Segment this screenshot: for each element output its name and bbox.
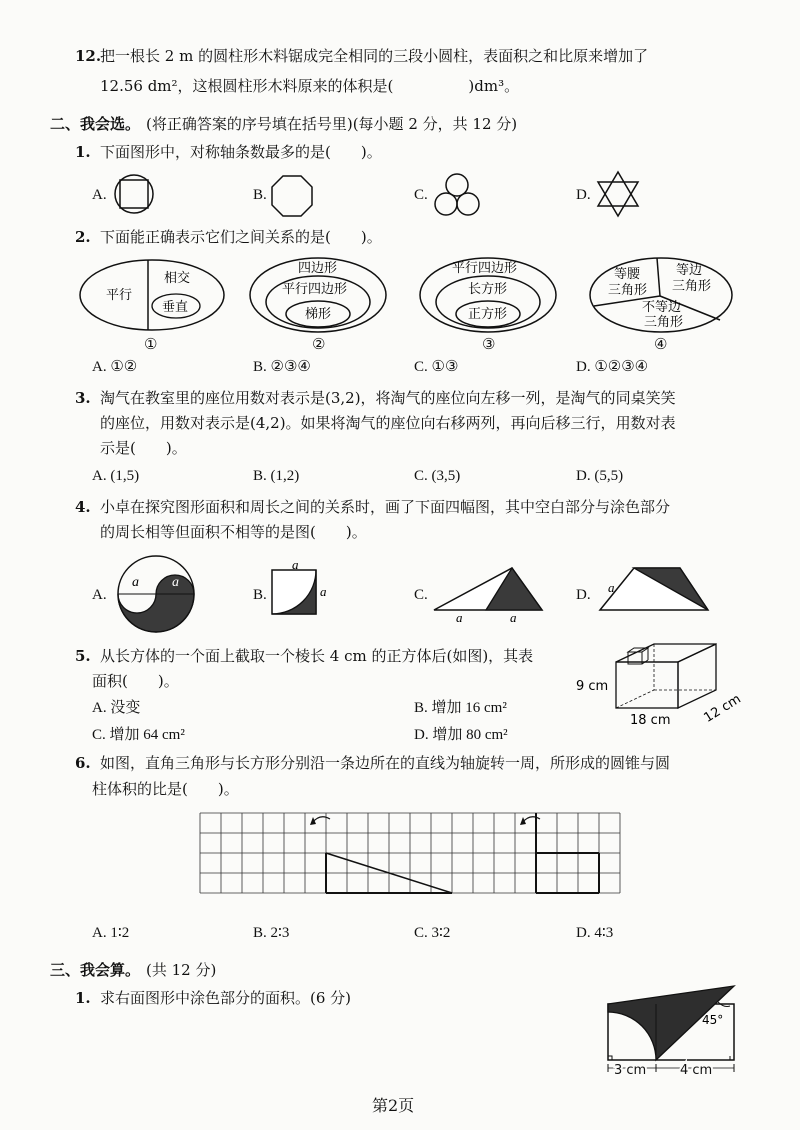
- q5-cuboid-figure: [576, 640, 746, 726]
- q5-option-c[interactable]: C. 增加 64 cm²: [92, 727, 185, 743]
- q3-option-a[interactable]: A. (1,5): [92, 468, 140, 484]
- d3-inner-label: 正方形: [468, 307, 508, 322]
- q5-option-a[interactable]: A. 没变: [92, 700, 141, 716]
- q5-height-label: 9 cm: [576, 679, 609, 694]
- q6-grid-figure: [200, 805, 620, 915]
- q4-option-d[interactable]: D.: [576, 587, 591, 603]
- angle-label: 45°: [702, 1013, 724, 1027]
- q5-line1: 从长方体的一个面上截取一个棱长 4 cm 的正方体后(如图)，其表: [100, 647, 534, 665]
- q5-width-label: 12 cm: [701, 691, 744, 726]
- q2-option-c[interactable]: C. ①③: [414, 359, 459, 375]
- q12-number: 12.: [75, 47, 102, 65]
- q4-option-a[interactable]: A.: [92, 587, 107, 603]
- q4-a-label-2: a: [172, 575, 179, 590]
- q12-line2: 12.56 dm²，这根圆柱形木料原来的体积是( )dm³。: [100, 77, 520, 95]
- q3-1-number: 1.: [75, 989, 91, 1007]
- q2-option-d[interactable]: D. ①②③④: [576, 359, 649, 375]
- q6-option-b[interactable]: B. 2∶3: [253, 925, 290, 941]
- d4-scalene-1: 不等边: [642, 300, 682, 315]
- square-in-circle-figure: [112, 172, 156, 216]
- q4-option-b[interactable]: B.: [253, 587, 267, 603]
- q1-option-b[interactable]: B.: [253, 187, 267, 203]
- q4-figure-c: [432, 564, 544, 624]
- hexagram-figure: [596, 170, 640, 218]
- q3-option-d[interactable]: D. (5,5): [576, 468, 624, 484]
- q4-number: 4.: [75, 498, 91, 516]
- q6-line1: 如图，直角三角形与长方形分别沿一条边所在的直线为轴旋转一周，所形成的圆锥与圆: [100, 754, 671, 772]
- q1-option-a[interactable]: A.: [92, 187, 107, 203]
- d3-mid-label: 长方形: [468, 282, 508, 297]
- d3-mark: ③: [482, 335, 496, 353]
- q5-option-b[interactable]: B. 增加 16 cm²: [414, 700, 507, 716]
- shaded-area-figure: [600, 978, 740, 1078]
- q5-number: 5.: [75, 647, 91, 665]
- q4-line2: 的周长相等但面积不相等的是图( )。: [100, 523, 367, 541]
- q3-line3: 示是( )。: [100, 439, 187, 457]
- q4-line1: 小卓在探究图形面积和周长之间的关系时，画了下面四幅图，其中空白部分与涂色部分: [100, 498, 671, 516]
- section2-title: 二、我会选。: [50, 115, 141, 133]
- section3-title: 三、我会算。: [50, 961, 141, 979]
- three-circles-figure: [432, 172, 482, 218]
- q6-number: 6.: [75, 754, 91, 772]
- d2-mark: ②: [312, 335, 326, 353]
- d4-mark: ④: [654, 335, 668, 353]
- q2-diagram-3: [418, 256, 558, 334]
- d2-mid-label: 平行四边形: [282, 282, 348, 297]
- q3-number: 3.: [75, 389, 91, 407]
- q2-option-b[interactable]: B. ②③④: [253, 359, 311, 375]
- q4-a-label-1: a: [132, 575, 139, 590]
- q1-option-c[interactable]: C.: [414, 187, 428, 203]
- q6-option-c[interactable]: C. 3∶2: [414, 925, 451, 941]
- q2-diagram-4: [588, 256, 734, 334]
- q1-text: 下面图形中，对称轴条数最多的是( )。: [100, 143, 382, 161]
- d3-outer-label: 平行四边形: [452, 261, 518, 276]
- q5-length-label: 18 cm: [630, 713, 671, 728]
- q4-c-label-1: a: [456, 610, 463, 625]
- q4-c-label-2: a: [510, 610, 517, 625]
- q6-line2: 柱体积的比是( )。: [92, 780, 239, 798]
- q2-diagram-2: [248, 256, 388, 334]
- q1-option-d[interactable]: D.: [576, 187, 591, 203]
- q1-number: 1.: [75, 143, 91, 161]
- d1-mark: ①: [144, 335, 158, 353]
- q12-line1: 把一根长 2 m 的圆柱形木料锯成完全相同的三段小圆柱，表面积之和比原来增加了: [100, 47, 649, 65]
- q4-figure-d: [596, 564, 712, 616]
- d4-equilateral-1: 等边: [676, 263, 703, 278]
- section3-note: (共 12 分): [146, 961, 217, 979]
- q2-option-a[interactable]: A. ①②: [92, 359, 138, 375]
- q4-d-label: a: [608, 580, 615, 595]
- d4-isosceles-1: 等腰: [614, 267, 641, 282]
- d2-outer-label: 四边形: [298, 261, 338, 276]
- q2-text: 下面能正确表示它们之间关系的是( )。: [100, 228, 382, 246]
- q2-number: 2.: [75, 228, 91, 246]
- d4-isosceles-2: 三角形: [608, 283, 648, 298]
- q3-line2: 的座位，用数对表示是(4,2)。如果将淘气的座位向右移两列，再向后移三行，用数对表: [100, 414, 676, 432]
- q3-1-text: 求右面图形中涂色部分的面积。(6 分): [100, 989, 352, 1007]
- q4-b-label-top: a: [292, 557, 299, 572]
- d1-left-label: 平行: [106, 288, 133, 303]
- q2-diagram-1: [78, 258, 226, 332]
- d1-top-label: 相交: [164, 271, 191, 286]
- q4-figure-b: [270, 557, 330, 624]
- octagon-figure: [270, 174, 314, 218]
- q6-option-d[interactable]: D. 4∶3: [576, 925, 614, 941]
- left-length-label: 3 cm: [614, 1063, 647, 1078]
- q4-option-c[interactable]: C.: [414, 587, 428, 603]
- q5-line2: 面积( )。: [92, 672, 179, 690]
- q4-b-label-right: a: [320, 584, 327, 599]
- q3-option-c[interactable]: C. (3,5): [414, 468, 461, 484]
- d2-inner-label: 梯形: [305, 307, 332, 322]
- q6-option-a[interactable]: A. 1∶2: [92, 925, 130, 941]
- d4-equilateral-2: 三角形: [672, 279, 712, 294]
- q4-figure-a: [112, 556, 200, 632]
- d4-scalene-2: 三角形: [644, 315, 684, 330]
- q5-option-d[interactable]: D. 增加 80 cm²: [414, 727, 508, 743]
- right-length-label: 4 cm: [680, 1063, 713, 1078]
- page-number: 第2页: [372, 1096, 415, 1115]
- d1-inner-label: 垂直: [162, 300, 189, 315]
- section2-note: (将正确答案的序号填在括号里)(每小题 2 分，共 12 分): [146, 115, 518, 133]
- q3-line1: 淘气在教室里的座位用数对表示是(3,2)，将淘气的座位向左移一列，是淘气的同桌笑笑: [100, 389, 676, 407]
- q3-option-b[interactable]: B. (1,2): [253, 468, 300, 484]
